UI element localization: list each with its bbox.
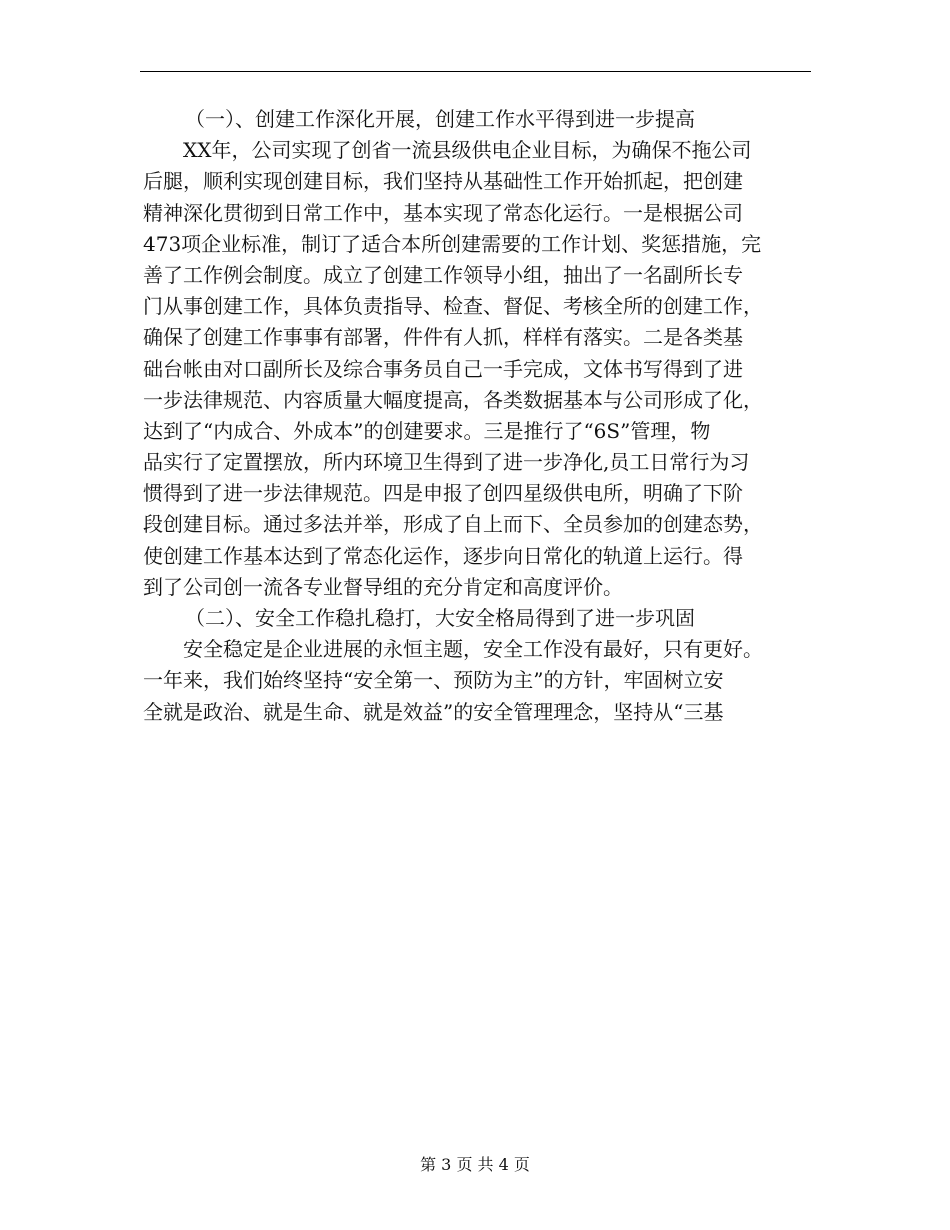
header-rule — [140, 71, 811, 72]
paragraph-line: 一年来，我们始终坚持“安全第一、预防为主”的方针，牢固树立安 — [143, 668, 724, 693]
paragraph-line: 品实行了定置摆放，所内环境卫生得到了进一步净化,员工日常行为习 — [143, 450, 750, 475]
paragraph-1 — [143, 135, 811, 603]
paragraph-line: 确保了创建工作事事有部署，件件有人抓，样样有落实。二是各类基 — [143, 325, 743, 350]
paragraph-line: 一步法律规范、内容质量大幅度提高，各类数据基本与公司形成了化， — [143, 387, 763, 412]
paragraph-line: 达到了“内成合、外成本”的创建要求。三是推行了“6S”管理，物 — [143, 418, 711, 443]
section-heading-2: （二）、安全工作稳扎稳打，大安全格局得到了进一步巩固 — [185, 606, 695, 630]
page-number: 第 3 页 共 4 页 — [420, 1155, 530, 1174]
paragraph-line: 精神深化贯彻到日常工作中，基本实现了常态化运行。一是根据公司 — [143, 200, 743, 225]
paragraph-line: 安全稳定是企业进展的永恒主题，安全工作没有最好，只有更好。 — [143, 637, 763, 662]
section-heading-1: （一）、创建工作深化开展，创建工作水平得到进一步提高 — [185, 107, 695, 131]
paragraph-line: 门从事创建工作，具体负责指导、检查、督促、考核全所的创建工作， — [143, 294, 763, 319]
paragraph-line: 全就是政治、就是生命、就是效益”的安全管理理念，坚持从“三基 — [143, 699, 724, 724]
paragraph-line: 善了工作例会制度。成立了创建工作领导小组，抽出了一名副所长专 — [143, 262, 743, 287]
paragraph-line: 段创建目标。通过多法并举，形成了自上而下、全员参加的创建态势， — [143, 512, 763, 537]
paragraph-line: XX年，公司实现了创省一流县级供电企业目标，为确保不拖公司 — [143, 138, 752, 163]
paragraph-line: 础台帐由对口副所长及综合事务员自己一手完成，文体书写得到了进 — [143, 356, 743, 381]
document-body — [143, 104, 811, 728]
paragraph-line: 后腿，顺利实现创建目标，我们坚持从基础性工作开始抓起，把创建 — [143, 169, 743, 194]
paragraph-line: 到了公司创一流各专业督导组的充分肯定和高度评价。 — [143, 574, 623, 599]
paragraph-2 — [143, 634, 811, 728]
paragraph-line: 473项企业标准，制订了适合本所创建需要的工作计划、奖惩措施，完 — [143, 231, 762, 256]
paragraph-line: 使创建工作基本达到了常态化运作，逐步向日常化的轨道上运行。得 — [143, 543, 743, 568]
paragraph-line: 惯得到了进一步法律规范。四是申报了创四星级供电所，明确了下阶 — [143, 481, 743, 506]
